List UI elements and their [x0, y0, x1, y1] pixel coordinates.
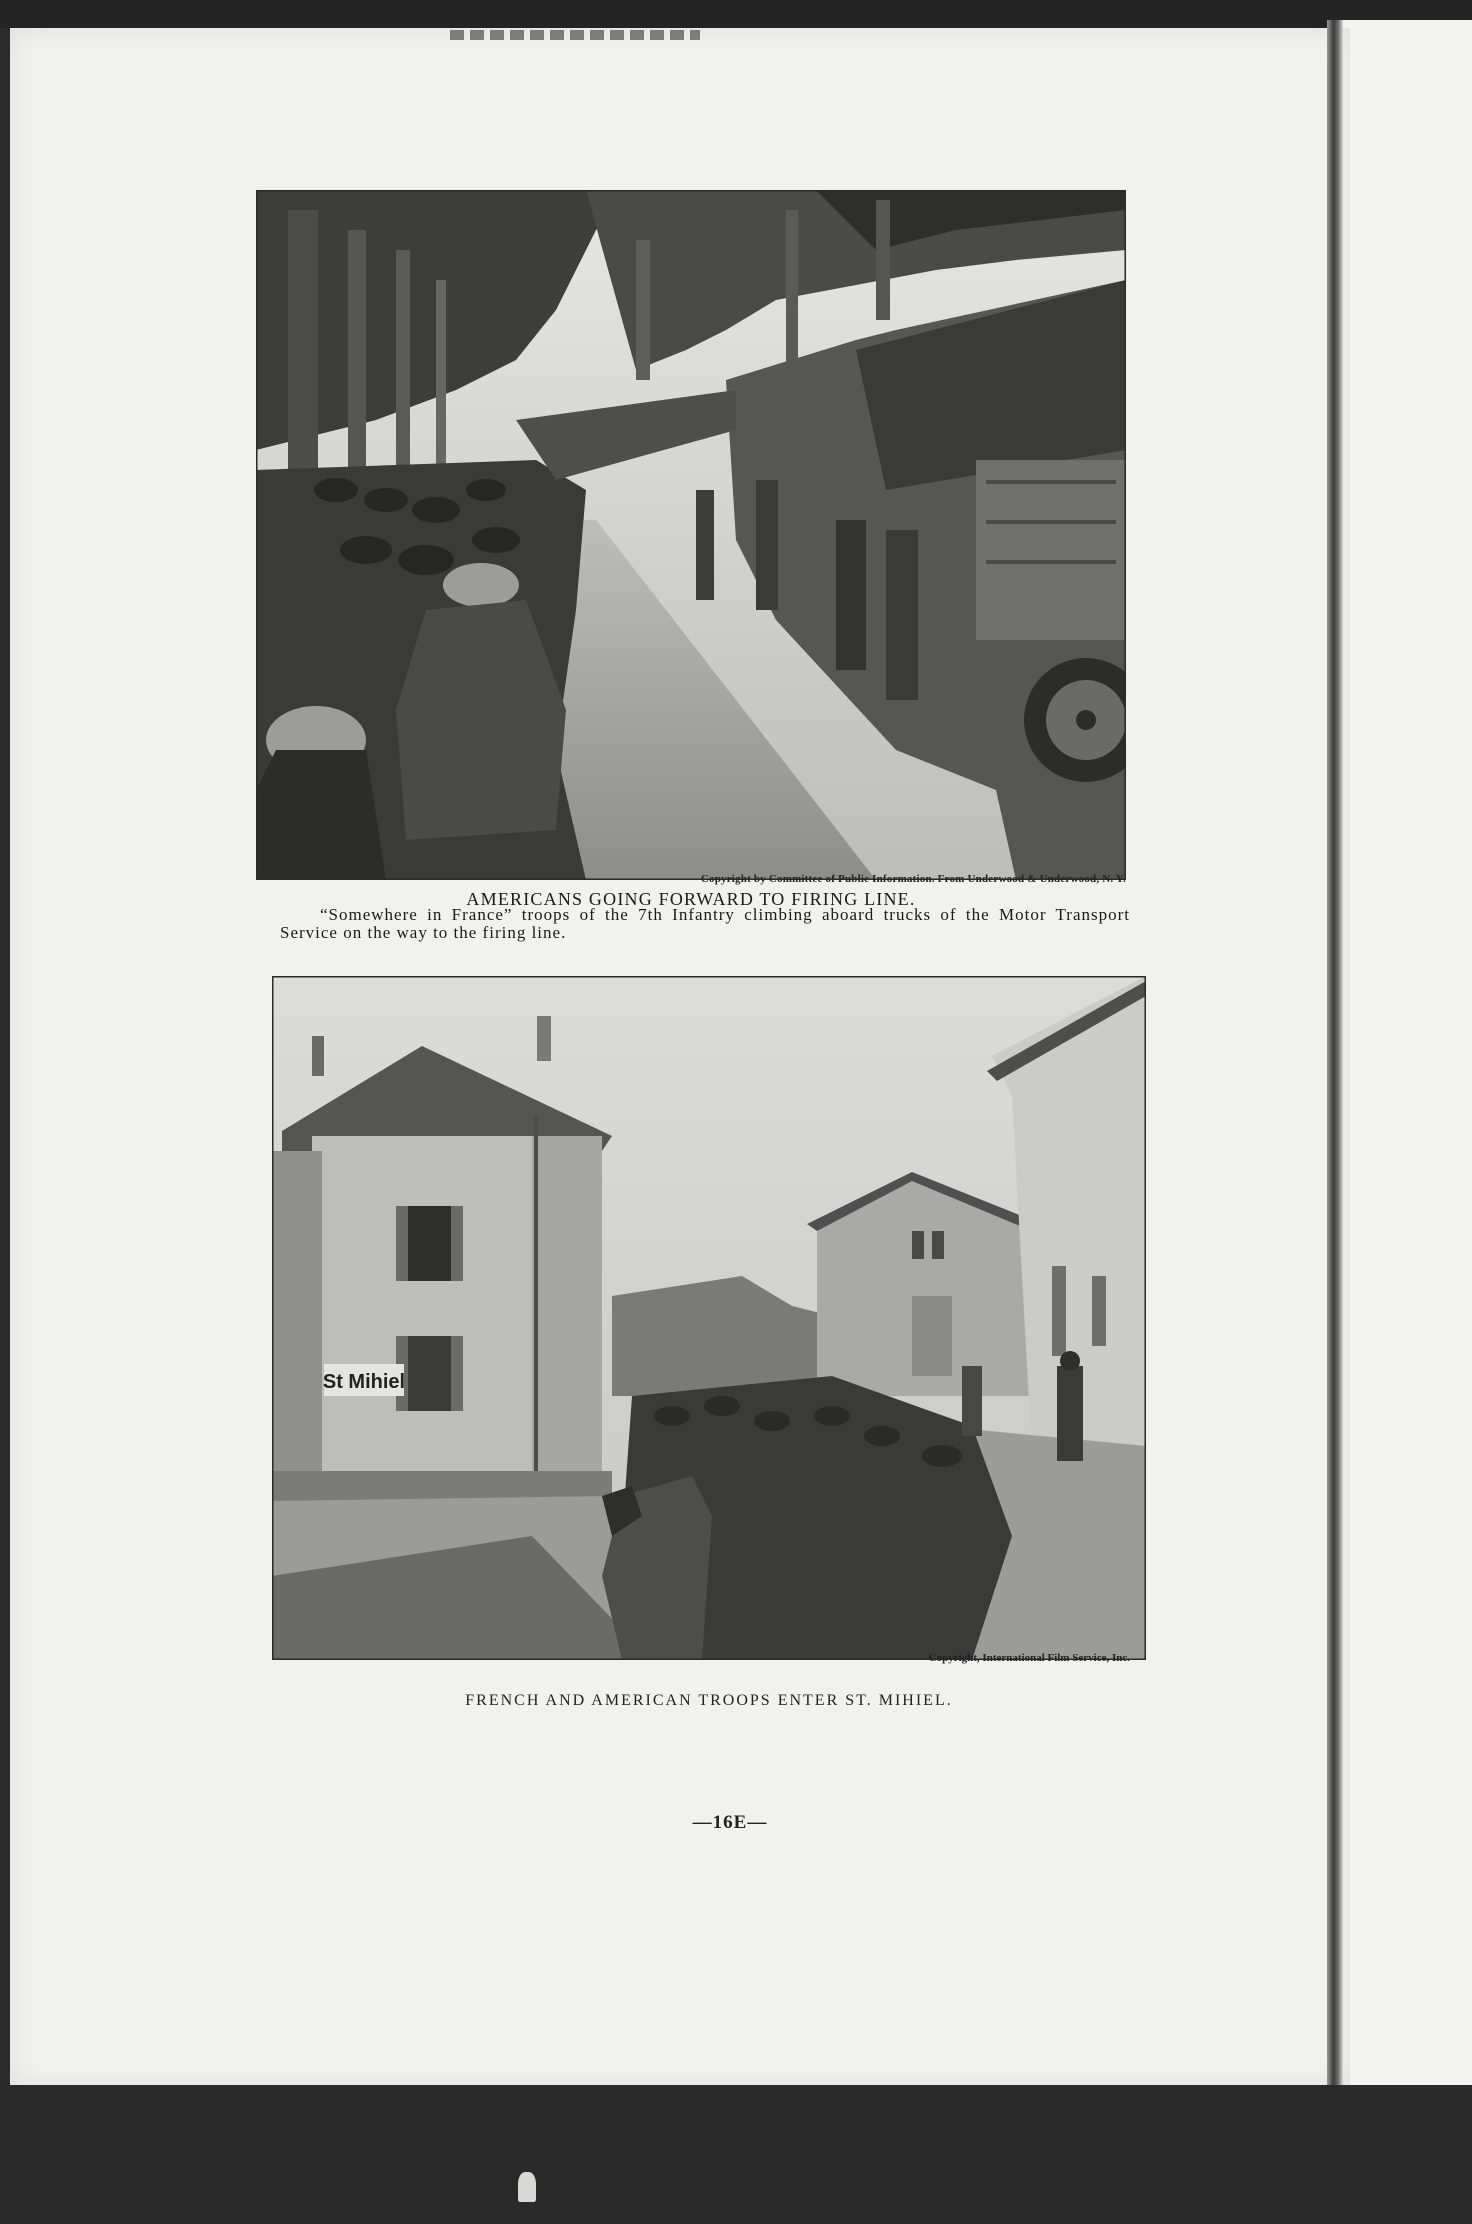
bleed-through-ink — [450, 30, 700, 40]
scan-top-border — [0, 0, 1472, 28]
scan-artifact — [518, 2172, 536, 2202]
caption-text: “Somewhere in France” troops of the 7th Infantry climbing aboard trucks of the Motor Transport Service on the way to the firing line. — [280, 905, 1130, 942]
photo-credit: Copyright, International Film Service, Inc. — [928, 1652, 1130, 1664]
photo-credit: Copyright by Committee of Public Information. From Underwood & Underwood, N. Y. — [700, 873, 1126, 885]
photo-st-mihiel-street — [272, 976, 1146, 1660]
caption-title: FRENCH AND AMERICAN TROOPS ENTER ST. MIHIEL. — [465, 1692, 953, 1709]
photo-troops-trucks — [256, 190, 1126, 880]
adjacent-page-edge — [1340, 20, 1472, 2090]
caption-title: AMERICANS GOING FORWARD TO FIRING LINE. — [466, 889, 916, 909]
scan-bottom-border — [0, 2085, 1472, 2224]
page-spine-shadow — [1327, 20, 1343, 2090]
town-sign: St Mihiel — [322, 1371, 406, 1393]
page-number: —16E— — [692, 1812, 768, 1833]
